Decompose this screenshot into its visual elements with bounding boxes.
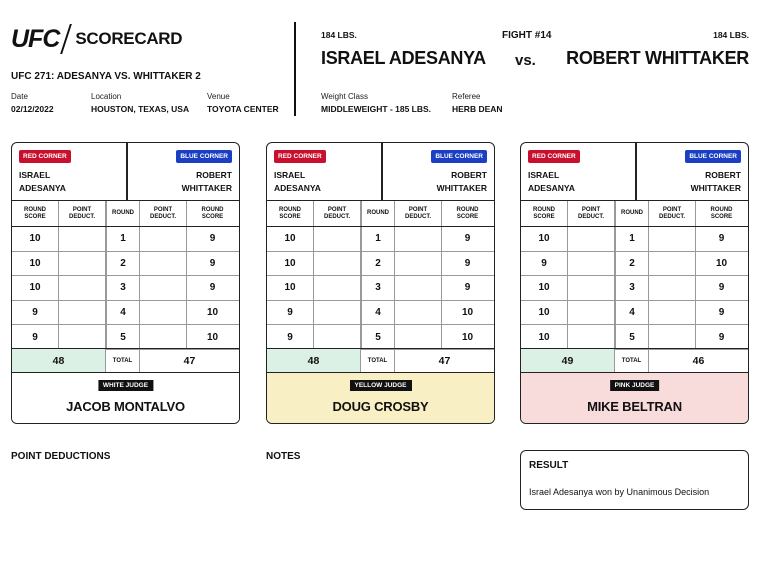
red-round-score: 10 (12, 252, 59, 276)
judge-tag: PINK JUDGE (610, 380, 660, 391)
blue-point-deduction (395, 276, 442, 300)
judge-tag: WHITE JUDGE (98, 380, 153, 391)
referee-value: HERB DEAN (452, 104, 503, 114)
red-point-deduct-header: POINT DEDUCT. (59, 201, 106, 226)
round-row (267, 276, 494, 301)
vs-label: vs. (515, 52, 536, 69)
red-point-deduction (59, 325, 106, 349)
blue-round-score: 9 (464, 233, 471, 245)
red-round-score-header: ROUND SCORE (521, 201, 568, 226)
blue-round-score: 9 (718, 282, 725, 294)
result-box (520, 450, 749, 510)
total-row (521, 348, 748, 373)
corner-divider (381, 143, 383, 201)
blue-corner-fighter (437, 169, 487, 195)
red-corner-fighter (274, 169, 321, 195)
round-number: 5 (615, 325, 649, 349)
blue-round-score: 10 (715, 257, 728, 269)
red-point-deduction (314, 227, 361, 251)
round-row (12, 227, 239, 252)
round-number: 2 (615, 252, 649, 276)
blue-point-deduction (140, 276, 187, 300)
venue-value: TOYOTA CENTER (207, 104, 279, 114)
round-number: 2 (361, 252, 395, 276)
red-fighter-weight: 184 LBS. (321, 30, 357, 40)
total-label: TOTAL (106, 349, 140, 372)
blue-round-score: 10 (461, 331, 474, 343)
total-label: TOTAL (615, 349, 649, 372)
blue-point-deduction (140, 227, 187, 251)
logo-wordmark: UFC (11, 24, 60, 53)
red-corner-tag: RED CORNER (528, 150, 580, 163)
blue-point-deduction (140, 325, 187, 349)
round-number: 5 (361, 325, 395, 349)
blue-round-score: 9 (209, 233, 216, 245)
blue-first-name: ROBERT (196, 170, 232, 180)
judge-area (12, 373, 239, 424)
round-number: 1 (106, 227, 140, 251)
location-label: Location (91, 92, 122, 101)
total-row (12, 348, 239, 373)
blue-round-score-header: ROUND SCORE (456, 206, 479, 220)
blue-fighter-name: ROBERT WHITTAKER (566, 48, 749, 68)
red-corner-fighter (528, 169, 575, 195)
judge-name: JACOB MONTALVO (66, 399, 185, 414)
scorecard-judge-1 (11, 142, 240, 424)
round-number: 1 (361, 227, 395, 251)
red-last-name: ADESANYA (528, 183, 575, 193)
blue-point-deduction (395, 227, 442, 251)
point-deductions-heading: POINT DEDUCTIONS (11, 451, 111, 462)
red-round-score: 9 (267, 301, 314, 325)
round-row (521, 301, 748, 326)
round-row (12, 252, 239, 277)
blue-point-deduction (649, 227, 696, 251)
header-divider (294, 22, 296, 116)
red-round-score-header: ROUND SCORE (267, 201, 314, 226)
date-label: Date (11, 92, 28, 101)
blue-corner-tag: BLUE CORNER (176, 150, 232, 163)
round-number: 3 (106, 276, 140, 300)
blue-round-score: 9 (718, 307, 725, 319)
red-round-score: 10 (521, 301, 568, 325)
blue-point-deduct-header: POINT DEDUCT. (395, 201, 442, 226)
red-round-score: 10 (267, 252, 314, 276)
score-grid (267, 201, 494, 350)
blue-last-name: WHITTAKER (690, 183, 741, 193)
red-point-deduct-header: POINT DEDUCT. (314, 201, 361, 226)
blue-point-deduction (649, 276, 696, 300)
red-round-score: 10 (12, 227, 59, 251)
red-total: 49 (521, 349, 615, 372)
red-point-deduction (568, 301, 615, 325)
judge-name: MIKE BELTRAN (587, 399, 682, 414)
blue-point-deduction (649, 301, 696, 325)
blue-round-score: 9 (718, 331, 725, 343)
result-text: Israel Adesanya won by Unanimous Decision (529, 487, 710, 497)
red-corner-tag: RED CORNER (19, 150, 71, 163)
blue-round-score: 9 (718, 233, 725, 245)
round-row (521, 276, 748, 301)
total-label: TOTAL (361, 349, 395, 372)
score-grid (521, 201, 748, 350)
round-row (521, 252, 748, 277)
blue-round-score: 9 (464, 257, 471, 269)
blue-round-score: 9 (209, 282, 216, 294)
location-value: HOUSTON, TEXAS, USA (91, 104, 190, 114)
red-point-deduction (59, 227, 106, 251)
round-row (12, 301, 239, 326)
round-number: 3 (615, 276, 649, 300)
notes-heading: NOTES (266, 451, 301, 462)
red-corner-fighter (19, 169, 66, 195)
corner-divider (635, 143, 637, 201)
red-round-score: 10 (12, 276, 59, 300)
red-round-score: 10 (521, 276, 568, 300)
blue-round-score: 10 (206, 307, 219, 319)
round-row (267, 325, 494, 350)
blue-total: 46 (692, 354, 705, 367)
blue-first-name: ROBERT (451, 170, 487, 180)
red-round-score-header: ROUND SCORE (12, 201, 59, 226)
round-row (267, 252, 494, 277)
fight-number: FIGHT #14 (502, 30, 552, 41)
blue-point-deduction (395, 325, 442, 349)
round-row (12, 276, 239, 301)
score-grid (12, 201, 239, 350)
blue-point-deduction (395, 252, 442, 276)
round-number: 4 (106, 301, 140, 325)
blue-total: 47 (438, 354, 451, 367)
weight-class-label: Weight Class (321, 92, 368, 101)
blue-round-score: 9 (209, 257, 216, 269)
red-first-name: ISRAEL (19, 170, 51, 180)
round-row (267, 227, 494, 252)
red-point-deduction (568, 276, 615, 300)
score-grid-header (267, 201, 494, 227)
blue-round-score: 10 (461, 307, 474, 319)
red-point-deduction (314, 325, 361, 349)
red-last-name: ADESANYA (19, 183, 66, 193)
blue-point-deduct-header: POINT DEDUCT. (649, 201, 696, 226)
red-corner-tag: RED CORNER (274, 150, 326, 163)
red-point-deduction (314, 301, 361, 325)
red-point-deduction (568, 325, 615, 349)
blue-round-score: 9 (464, 282, 471, 294)
blue-round-score-header: ROUND SCORE (201, 206, 224, 220)
red-point-deduction (314, 276, 361, 300)
blue-last-name: WHITTAKER (436, 183, 487, 193)
round-number: 1 (615, 227, 649, 251)
red-round-score: 10 (267, 227, 314, 251)
blue-corner-tag: BLUE CORNER (685, 150, 741, 163)
judge-area (267, 373, 494, 424)
scorecard-judge-2 (266, 142, 495, 424)
ufc-logo (11, 24, 182, 54)
result-heading: RESULT (529, 460, 569, 471)
blue-round-score: 10 (206, 331, 219, 343)
red-round-score: 9 (12, 301, 59, 325)
red-round-score: 10 (267, 276, 314, 300)
event-name: UFC 271: ADESANYA VS. WHITTAKER 2 (11, 71, 201, 82)
red-round-score: 9 (521, 252, 568, 276)
red-fighter-name: ISRAEL ADESANYA (321, 48, 486, 68)
score-grid-header (521, 201, 748, 227)
round-number: 4 (361, 301, 395, 325)
red-first-name: ISRAEL (528, 170, 560, 180)
red-point-deduction (568, 252, 615, 276)
red-round-score: 10 (521, 227, 568, 251)
corner-header (267, 143, 494, 201)
blue-point-deduction (140, 252, 187, 276)
round-header: ROUND (106, 201, 140, 226)
weight-class-value: MIDDLEWEIGHT - 185 LBS. (321, 104, 432, 114)
scorecard-title: SCORECARD (75, 29, 183, 48)
blue-corner-fighter (691, 169, 741, 195)
judge-area (521, 373, 748, 424)
red-point-deduction (59, 252, 106, 276)
blue-fighter-weight: 184 LBS. (713, 30, 749, 40)
blue-last-name: WHITTAKER (181, 183, 232, 193)
round-header: ROUND (615, 201, 649, 226)
round-row (12, 325, 239, 350)
referee-label: Referee (452, 92, 481, 101)
blue-point-deduction (395, 301, 442, 325)
blue-point-deduction (649, 252, 696, 276)
red-last-name: ADESANYA (274, 183, 321, 193)
red-point-deduction (59, 301, 106, 325)
red-round-score: 9 (12, 325, 59, 349)
corner-header (521, 143, 748, 201)
red-round-score: 9 (267, 325, 314, 349)
red-point-deduction (314, 252, 361, 276)
corner-header (12, 143, 239, 201)
corner-divider (126, 143, 128, 201)
blue-total: 47 (183, 354, 196, 367)
red-round-score: 10 (521, 325, 568, 349)
venue-label: Venue (207, 92, 230, 101)
scorecard-judge-3 (520, 142, 749, 424)
blue-corner-tag: BLUE CORNER (431, 150, 487, 163)
round-row (267, 301, 494, 326)
red-total: 48 (267, 349, 361, 372)
round-number: 5 (106, 325, 140, 349)
round-row (521, 325, 748, 350)
blue-point-deduct-header: POINT DEDUCT. (140, 201, 187, 226)
red-first-name: ISRAEL (274, 170, 306, 180)
round-number: 2 (106, 252, 140, 276)
score-grid-header (12, 201, 239, 227)
total-row (267, 348, 494, 373)
blue-point-deduction (140, 301, 187, 325)
blue-first-name: ROBERT (705, 170, 741, 180)
round-number: 3 (361, 276, 395, 300)
date-value: 02/12/2022 (11, 104, 54, 114)
judge-tag: YELLOW JUDGE (349, 380, 411, 391)
blue-round-score-header: ROUND SCORE (710, 206, 733, 220)
red-point-deduct-header: POINT DEDUCT. (568, 201, 615, 226)
red-point-deduction (59, 276, 106, 300)
red-point-deduction (568, 227, 615, 251)
round-header: ROUND (361, 201, 395, 226)
round-row (521, 227, 748, 252)
blue-corner-fighter (182, 169, 232, 195)
red-total: 48 (12, 349, 106, 372)
judge-name: DOUG CROSBY (332, 399, 429, 414)
blue-point-deduction (649, 325, 696, 349)
round-number: 4 (615, 301, 649, 325)
logo-divider (61, 24, 73, 54)
